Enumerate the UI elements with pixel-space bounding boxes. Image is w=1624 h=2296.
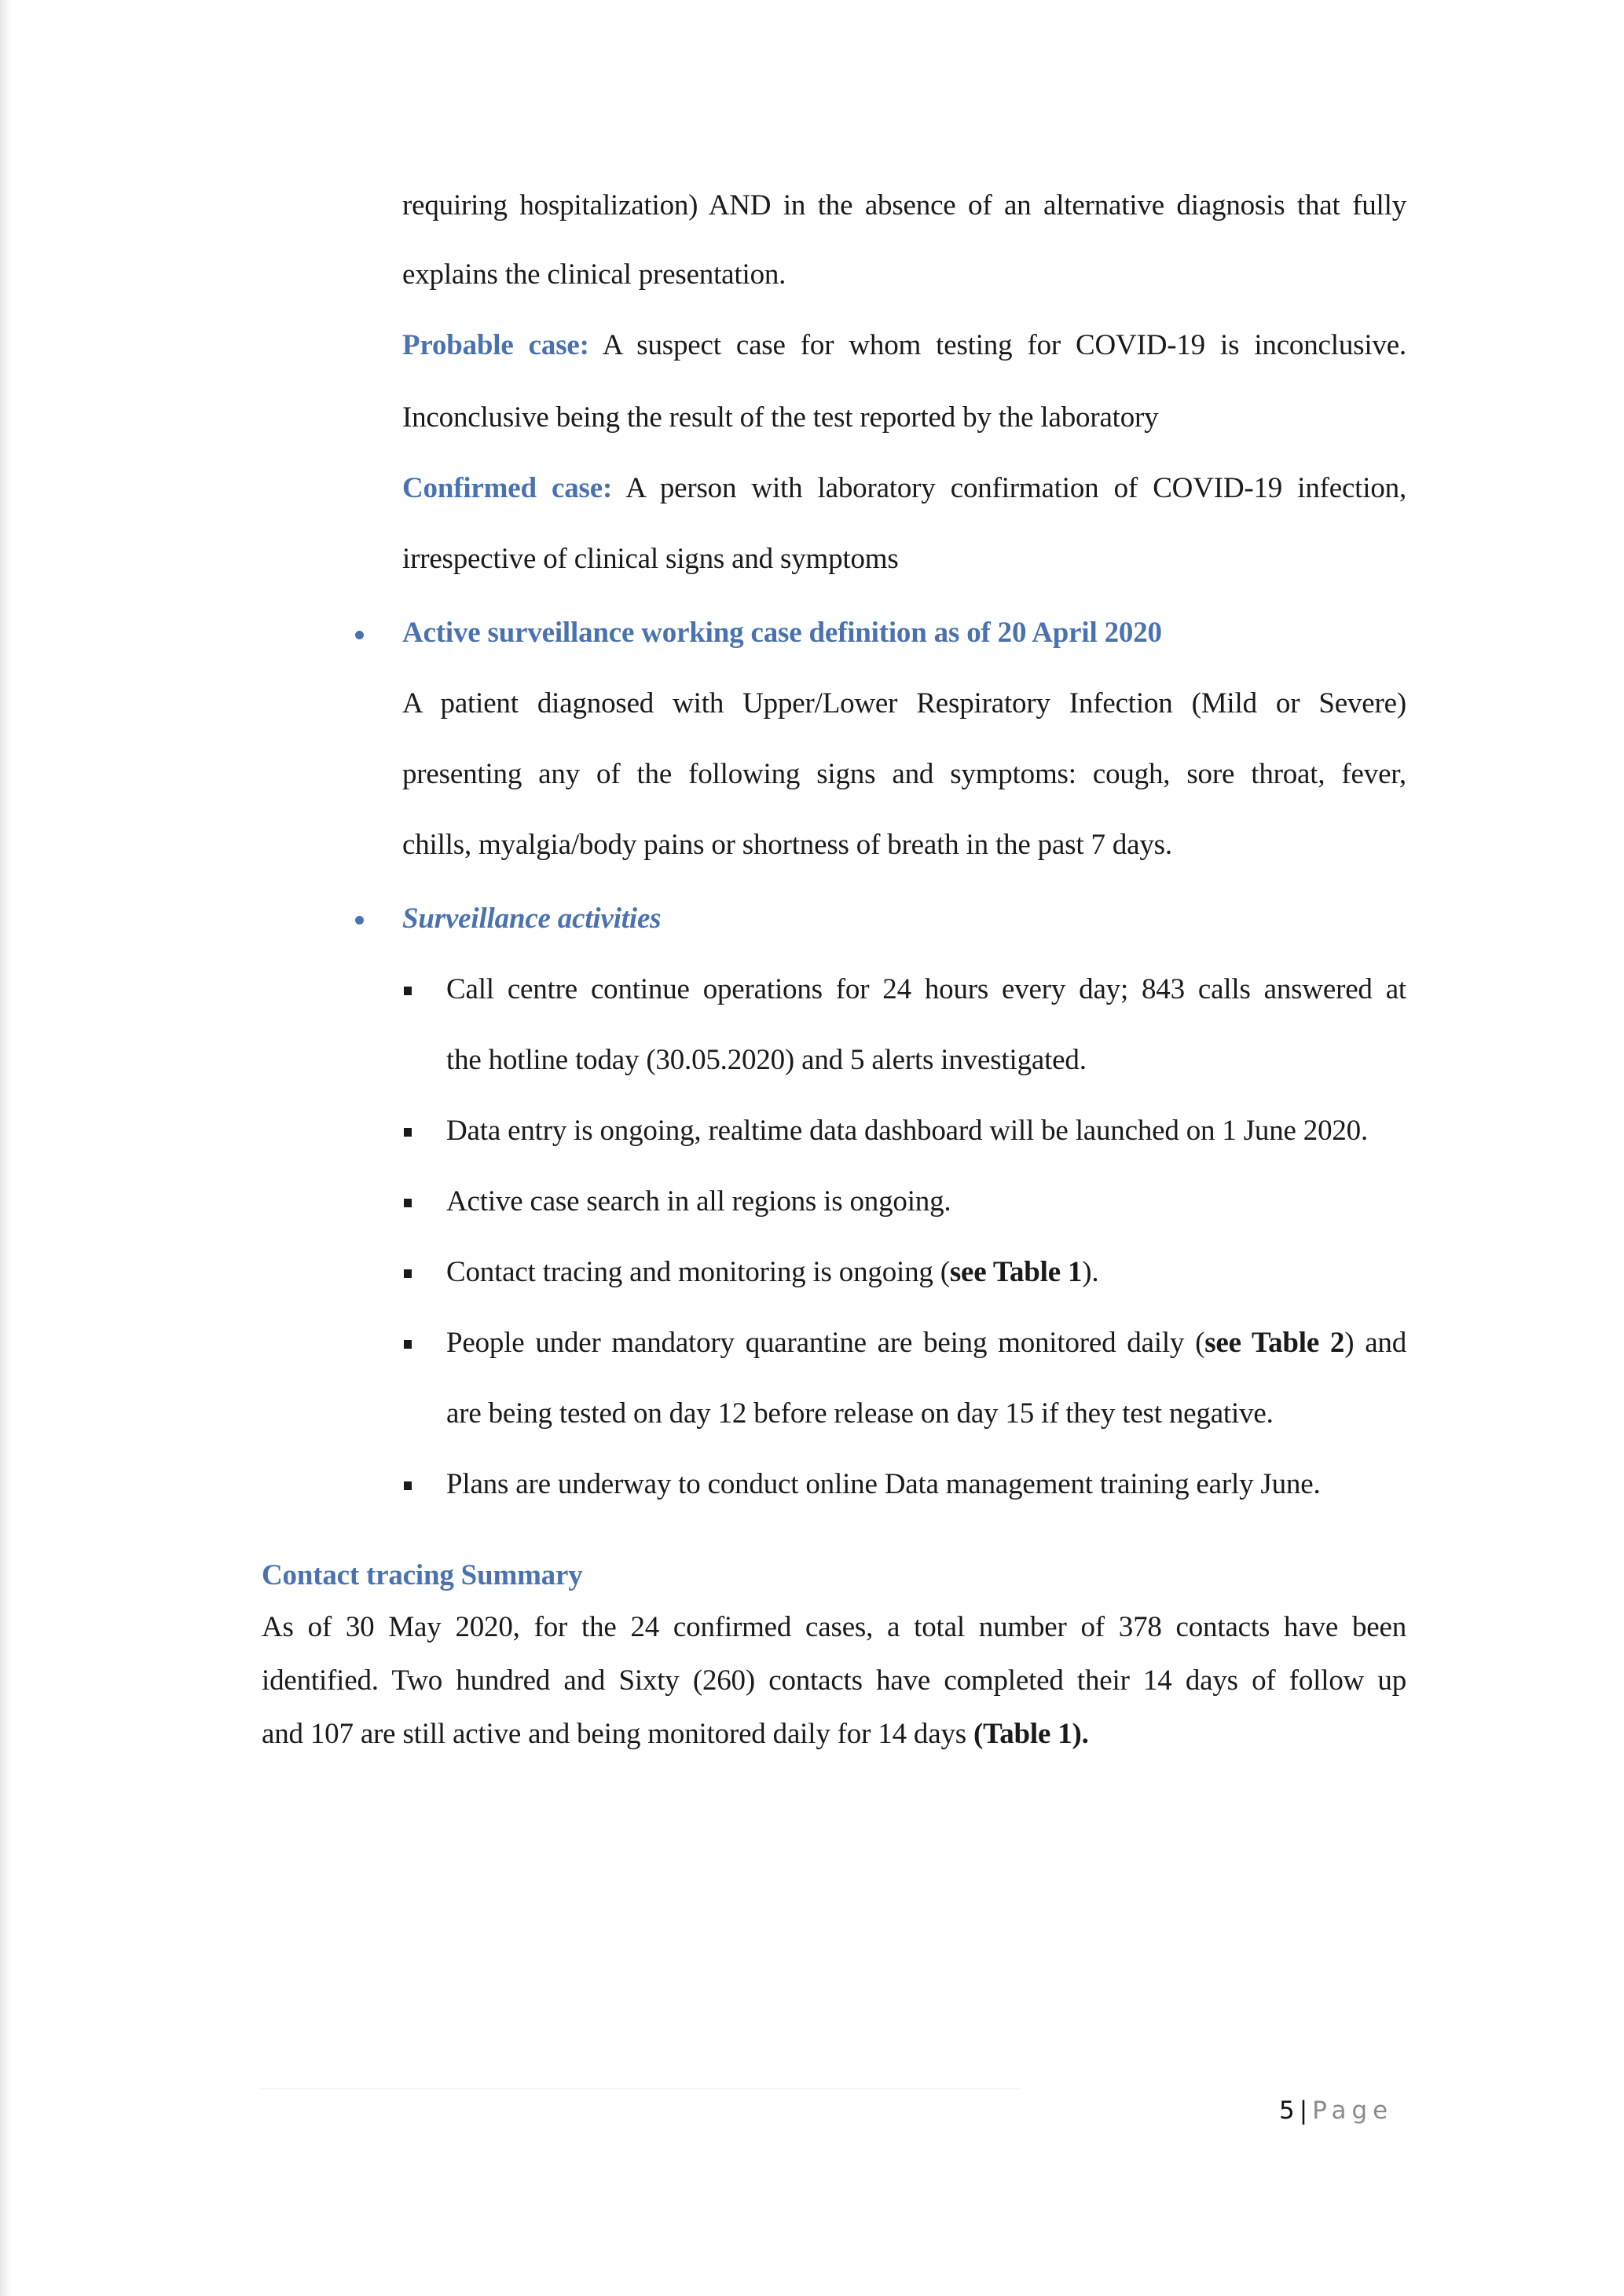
activity-item-data-entry: Data entry is ongoing, realtime data dashboard will be launched on 1 June 2020.	[446, 1115, 1369, 1147]
page-separator: |	[1299, 2096, 1308, 2125]
contact-tracing-summary-heading: Contact tracing Summary	[262, 1559, 583, 1591]
probable-case-label: Probable case:	[402, 329, 589, 361]
contact-tracing-text-end: ).	[1082, 1256, 1099, 1288]
quarantine-text-end: ) and	[1344, 1327, 1407, 1359]
page-edge-shadow	[0, 0, 11, 2296]
bullet-dot-icon	[355, 916, 364, 925]
activity-item-quarantine-line-1	[446, 1326, 1406, 1360]
quarantine-text: People under mandatory quarantine are being monitored daily (	[446, 1327, 1205, 1359]
activity-item-contact-tracing	[446, 1255, 1098, 1290]
activity-item-quarantine-line-2: are being tested on day 12 before release on day 15 if they test negative.	[446, 1397, 1274, 1430]
table-2-reference: see Table 2	[1204, 1327, 1345, 1359]
page-number-footer	[1279, 2095, 1393, 2126]
page-number: 5	[1279, 2096, 1295, 2125]
bullet-square-icon	[404, 1269, 412, 1278]
surveillance-activities-heading: Surveillance activities	[402, 903, 662, 935]
contact-tracing-summary-text: and 107 are still active and being monitored daily for 14 days	[262, 1718, 973, 1750]
confirmed-case-label: Confirmed case:	[402, 472, 613, 504]
activity-item-call-centre-line-2: the hotline today (30.05.2020) and 5 alerts investigated.	[446, 1044, 1087, 1076]
suspect-case-text-line-2: explains the clinical presentation.	[402, 258, 786, 291]
bullet-square-icon	[404, 1199, 412, 1207]
bullet-square-icon	[404, 1128, 412, 1137]
contact-tracing-summary-line-1: As of 30 May 2020, for the 24 confirmed cases, a total number of 378 contacts have been	[262, 1611, 1406, 1643]
probable-case-line-2: Inconclusive being the result of the test reported by the laboratory	[402, 401, 1159, 434]
page-label: Page	[1312, 2096, 1394, 2125]
confirmed-case-line-2: irrespective of clinical signs and symptoms	[402, 543, 899, 575]
suspect-case-text-line-1: requiring hospitalization) AND in the absence of an alternative diagnosis that fully	[402, 189, 1406, 222]
confirmed-case-definition: A person with laboratory confirmation of COVID-19 infection,	[612, 472, 1406, 504]
bullet-dot-icon	[355, 631, 364, 639]
active-surveillance-heading: Active surveillance working case definition as of 20 April 2020	[402, 617, 1162, 649]
activity-item-training: Plans are underway to conduct online Data management training early June.	[446, 1468, 1321, 1500]
contact-tracing-summary-line-2: identified. Two hundred and Sixty (260) contacts have completed their 14 days of follow up	[262, 1664, 1406, 1697]
probable-case-definition: A suspect case for whom testing for COVID-19 is inconclusive.	[588, 329, 1406, 361]
active-surveillance-line-3: chills, myalgia/body pains or shortness of breath in the past 7 days.	[402, 829, 1172, 861]
bullet-square-icon	[404, 1481, 412, 1490]
active-surveillance-line-1: A patient diagnosed with Upper/Lower Respiratory Infection (Mild or Severe)	[402, 687, 1406, 720]
activity-item-call-centre-line-1: Call centre continue operations for 24 hours every day; 843 calls answered at	[446, 973, 1406, 1005]
active-surveillance-line-2: presenting any of the following signs and symptoms: cough, sore throat, fever,	[402, 758, 1406, 790]
contact-tracing-text: Contact tracing and monitoring is ongoing (	[446, 1256, 950, 1288]
footer-divider	[259, 2088, 1021, 2089]
contact-tracing-summary-line-3	[262, 1717, 1089, 1752]
table-1-reference: see Table 1	[949, 1256, 1083, 1288]
activity-item-active-case-search: Active case search in all regions is ongoing.	[446, 1185, 951, 1218]
table-1-reference: (Table 1).	[973, 1718, 1089, 1750]
bullet-square-icon	[404, 1340, 412, 1349]
confirmed-case-line-1	[402, 471, 1406, 506]
bullet-square-icon	[404, 987, 412, 995]
probable-case-line-1	[402, 328, 1406, 363]
